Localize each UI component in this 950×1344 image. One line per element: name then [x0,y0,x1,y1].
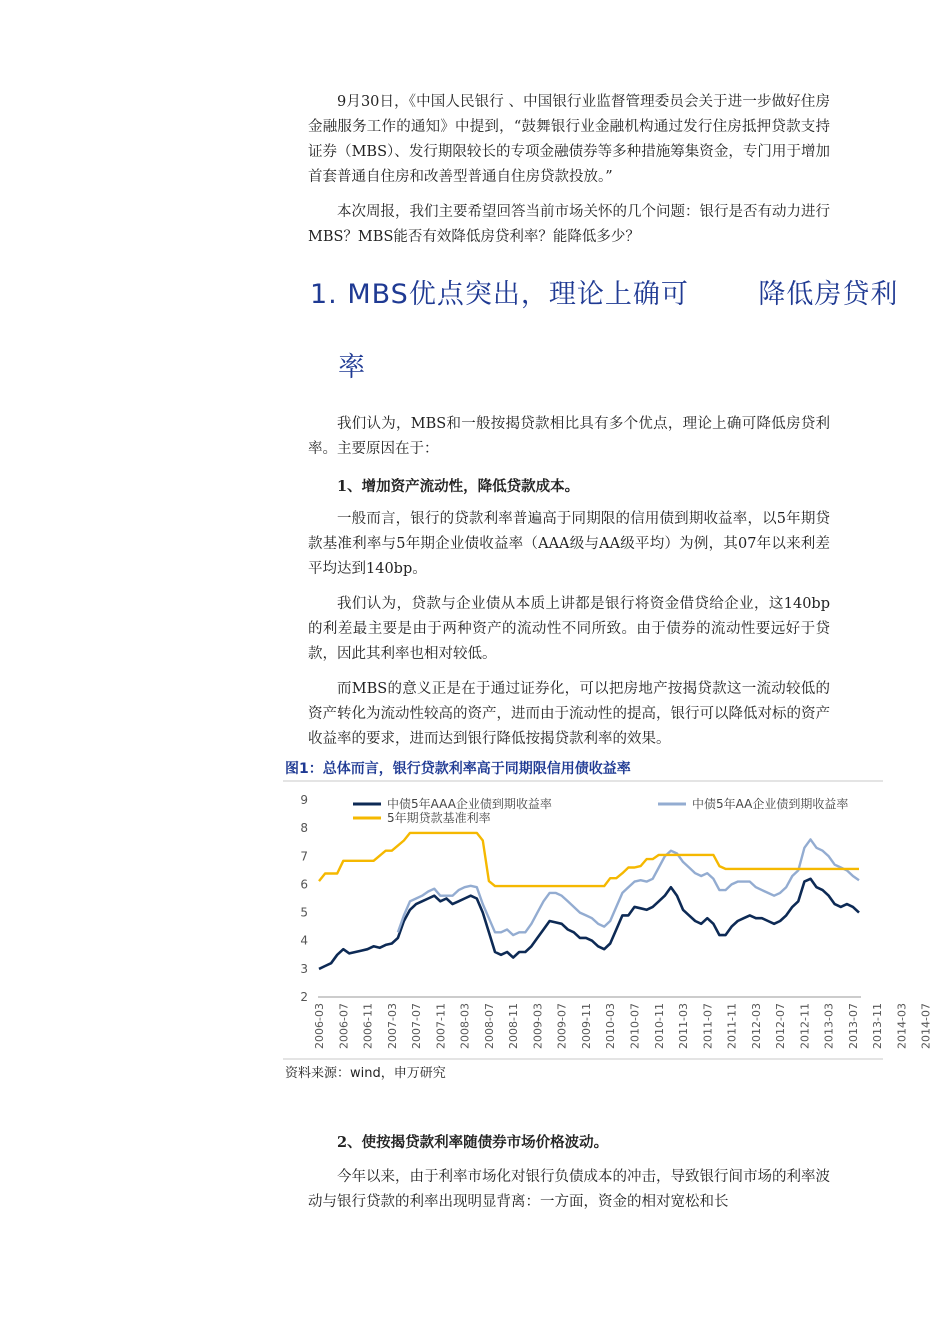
heading-part-a: 1. MBS优点突出，理论上确可 [310,279,689,310]
y-tick-label: 5 [300,905,308,920]
heading-part-b: 降低房贷利 [758,279,899,310]
paragraph-1: 9月30日，《中国人民银行 、中国银行业监督管理委员会关于进一步做好住房金融服务工作的通知》中提到，“鼓舞银行业金融机构通过发行住房抵押贷款支持证券（MBS）、发行期限较长的专项金融债券等多种措施筹集资金，专门用于增加首套普通自住房和改善型普通自住房贷款投放。” [308,94,830,185]
legend-label: 5年期贷款基准利率 [387,811,491,825]
body-text-top [308,90,830,250]
x-tick-label: 2012-03 [749,1003,763,1049]
x-tick-label: 2012-07 [774,1003,788,1049]
x-tick-label: 2011-07 [701,1003,715,1049]
x-tick-label: 2009-07 [555,1003,569,1049]
x-tick-label: 2011-03 [677,1003,691,1049]
x-tick-label: 2013-11 [871,1003,885,1049]
subheading-1: 1、增加资产流动性，降低贷款成本。 [337,478,580,495]
y-tick-label: 2 [300,990,308,1004]
y-tick-label: 9 [300,793,308,807]
paragraph-3: 我们认为，MBS和一般按揭贷款相比具有多个优点，理论上确可降低房贷利率。主要原因在于： [308,416,830,457]
y-tick-label: 3 [300,961,308,976]
series-line-2 [319,833,859,886]
x-tick-label: 2008-07 [482,1003,496,1049]
x-tick-label: 2010-11 [652,1003,666,1049]
x-tick-label: 2012-11 [798,1003,812,1049]
figure-title: 图1：总体而言，银行贷款利率高于同期限信用债收益率 [285,761,631,777]
legend-label: 中债5年AAA企业债到期收益率 [387,797,552,811]
figure-source: 资料来源：wind，申万研究 [285,1066,446,1081]
x-tick-label: 2009-11 [579,1003,593,1049]
x-tick-label: 2007-03 [385,1003,399,1049]
subheading-2: 2、使按揭贷款利率随债券市场价格波动。 [337,1134,609,1151]
section-heading-line2: 率 [338,352,366,383]
x-tick-label: 2009-03 [531,1003,545,1049]
x-tick-label: 2006-03 [313,1003,326,1049]
legend-label: 中债5年AA企业债到期收益率 [692,797,849,811]
paragraph-2: 本次周报，我们主要希望回答当前市场关怀的几个问题：银行是否有动力进行MBS？MBS能否有效降低房贷利率？能降低多少？ [308,204,830,245]
paragraph-5: 我们认为，贷款与企业债从本质上讲都是银行将资金借贷给企业，这140bp的利差最主要是由于两种资产的流动性不同所致。由于债券的流动性要远好于贷款，因此其利率也相对较低。 [308,596,830,662]
x-tick-label: 2014-03 [895,1003,909,1049]
legend [353,796,848,825]
x-tick-label: 2014-07 [919,1003,933,1049]
y-axis-ticks [300,793,308,1004]
x-tick-label: 2006-07 [337,1003,351,1049]
x-axis-ticks [313,1003,933,1049]
series-lines [319,833,859,969]
x-tick-label: 2011-11 [725,1003,739,1049]
paragraph-7: 今年以来，由于利率市场化对银行负债成本的冲击，导致银行间市场的利率波动与银行贷款的利率出现明显背离：一方面，资金的相对宽松和长 [308,1169,830,1210]
line-chart [283,780,933,1060]
body-text-middle [308,412,830,752]
x-tick-label: 2007-07 [410,1003,424,1049]
y-tick-label: 8 [300,821,308,836]
x-tick-label: 2010-03 [604,1003,618,1049]
x-tick-label: 2013-03 [822,1003,836,1049]
section-heading-line1 [310,272,898,311]
x-tick-label: 2010-07 [628,1003,642,1049]
paragraph-6: 而MBS的意义正是在于通过证券化，可以把房地产按揭贷款这一流动较低的资产转化为流动性较高的资产，进而由于流动性的提高，银行可以降低对标的资产收益率的要求，进而达到银行降低按揭贷款利率的效果。 [308,681,830,747]
x-tick-label: 2008-11 [507,1003,521,1049]
y-tick-label: 7 [300,849,308,864]
x-tick-label: 2008-03 [458,1003,472,1049]
body-text-bottom [308,1130,830,1215]
series-line-1 [398,839,859,935]
x-tick-label: 2013-07 [846,1003,860,1049]
y-tick-label: 6 [300,877,308,892]
paragraph-4: 一般而言，银行的贷款利率普遍高于同期限的信用债到期收益率，以5年期贷款基准利率与5年期企业债收益率（AAA级与AA级平均）为例，其07年以来利差平均达到140bp。 [308,511,830,577]
x-tick-label: 2007-11 [434,1003,448,1049]
x-tick-label: 2006-11 [361,1003,375,1049]
y-tick-label: 4 [300,933,308,948]
